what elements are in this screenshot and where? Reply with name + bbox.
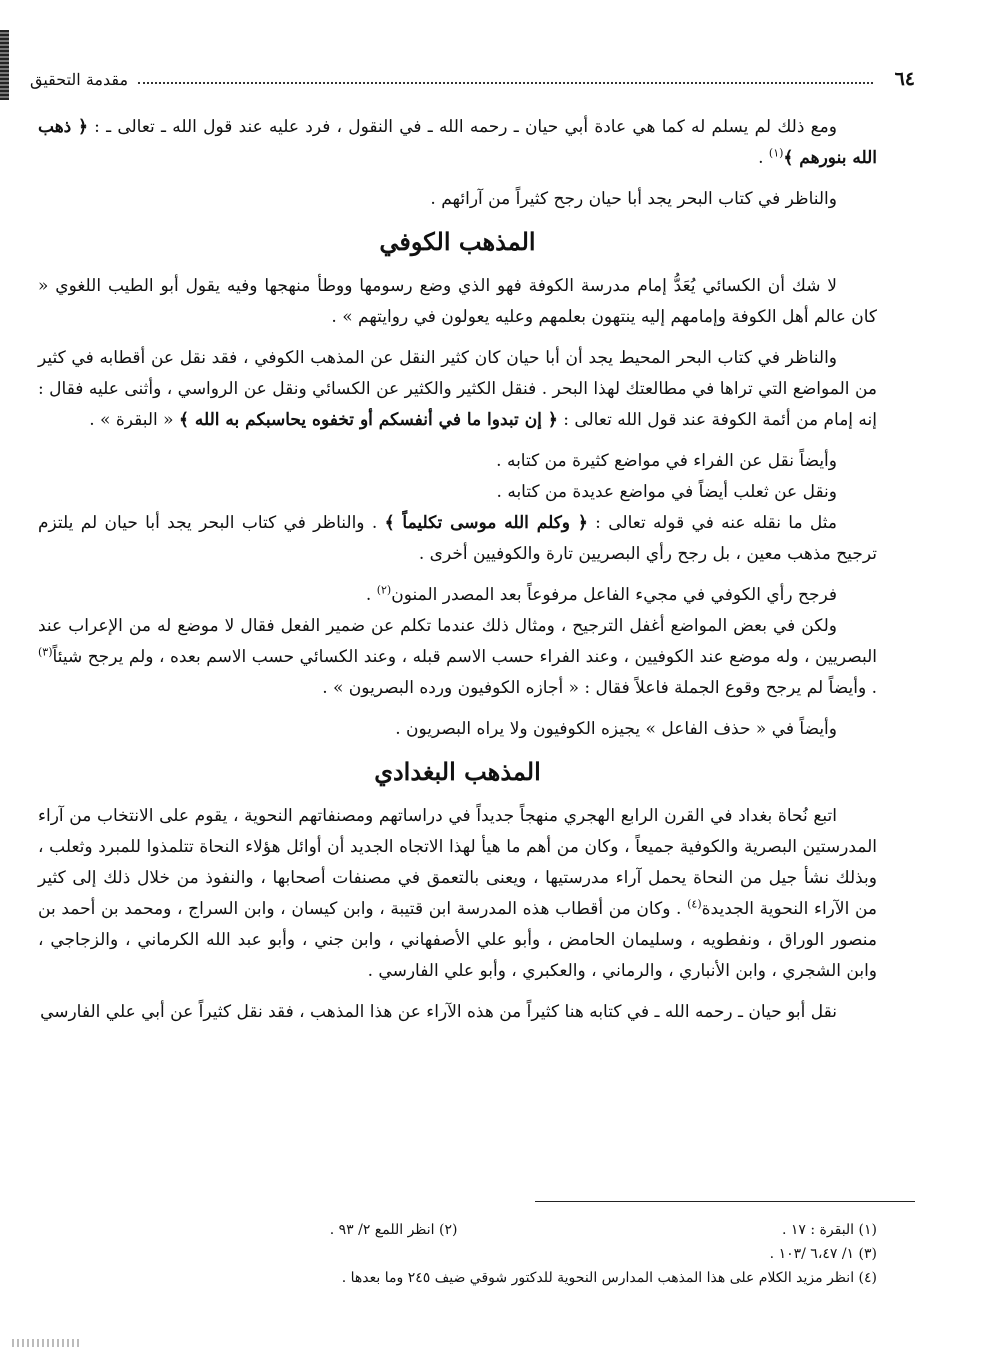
quran-quote: ﴿ وكلم الله موسى تكليماً ﴾ bbox=[384, 513, 588, 533]
footnote-ref: (٤) bbox=[687, 897, 702, 911]
footnote-4: (٤) انظر مزيد الكلام على هذا المذهب المدارس النحوية للدكتور شوقي ضيف ٢٤٥ وما بعدها . bbox=[341, 1270, 877, 1286]
paragraph-2: والناظر في كتاب البحر يجد أبا حيان رجح كثيراً من آرائهم . bbox=[430, 189, 837, 209]
footnote-2: (٢) انظر اللمع ٢/ ٩٣ . bbox=[329, 1222, 458, 1238]
footnote-3: (٣) ١/ ٦،٤٧ /١٠٣ . bbox=[769, 1246, 877, 1262]
footnote-separator bbox=[535, 1201, 915, 1202]
paragraph-4: والناظر في كتاب البحر المحيط يجد أن أبا حيان كان كثير النقل عن المذهب الكوفي ، فقد نقل عن أقطابه في كثير من المواضع التي تراها في مطالعتك لهذا البحر . فنقل الكثير والكثير عن الكسائي ونقل عن الرواسي ، وأثنى عليه فقال : إنه إمام من أئمة الكوفة عند قول الله تعالى : ﴿ إن تبدوا ما في أنفسكم أو تخفوه يحاسبكم به الله ﴾ « البقرة » . bbox=[38, 348, 877, 430]
footnote-ref: (٢) bbox=[376, 583, 392, 597]
quran-quote: ﴿ ذهب الله بنورهم ﴾ bbox=[38, 117, 877, 168]
main-text bbox=[38, 112, 877, 1028]
footnote-row bbox=[38, 1218, 877, 1242]
paragraph-1: ومع ذلك لم يسلم له كما هي عادة أبي حيان ـ رحمه الله ـ في النقول ، فرد عليه عند قول الله ـ تعالى ـ : ﴿ ذهب الله بنورهم ﴾$^{(١)}$ . bbox=[38, 117, 877, 168]
header-dot-leader bbox=[138, 82, 873, 84]
paragraph-9: ولكن في بعض المواضع أغفل الترجيح ، ومثال ذلك عندما تكلم عن ضمير الفعل فقال لا موضع له من الإعراب عند البصريين ، وله موضع عند الكوفيين ، وعند الفراء حسب الاسم قبله ، وعند الكسائي حسب الاسم بعده ، ولم يرجح شيئاً$^{(٣)}$ . وأيضاً لم يرجح وقوع الجملة فاعلاً فقال : « أجازه الكوفيون ورده البصريون » . bbox=[38, 616, 877, 698]
paragraph-8: فرجح رأي الكوفي في مجيء الفاعل مرفوعاً بعد المصدر المنون$^{(٢)}$ . bbox=[365, 583, 837, 605]
paragraph-3: لا شك أن الكسائي يُعَدُّ إمام مدرسة الكوفة فهو الذي وضع رسومها ووطأ منهجها وفيه يقول أبو الطيب اللغوي « كان عالم أهل الكوفة وإمامهم إليه ينتهون بعلمهم وعليه يعولون في روايتهم » . bbox=[38, 276, 877, 327]
paragraph-11: اتبع نُحاة بغداد في القرن الرابع الهجري منهجاً جديداً في دراساتهم ومصنفاتهم النحوية ، يقوم على الانتخاب من آراء المدرستين البصرية والكوفية جميعاً ، وكان من أهم ما هيأ لهذا الاتجاه الجديد أن أوائل هؤلاء النحاة تتلمذوا للمبرد وثعلب ، وبذلك نشأ جيل من النحاة يحمل آراء مدرستيها ، ويعنى بالتعمق في مصنفات أصحابها ، والنفوذ من خلال ذلك إلى كثير من الآراء النحوية الجديدة$^{(٤)}$ . وكان من أقطاب هذه المدرسة ابن قتيبة ، وابن كيسان ، وابن السراج ، ومحمد بن أحمد بن منصور الوراق ، ونفطويه ، وسليمان الحامض ، وأبو علي الأصفهاني ، وابن جني ، وأبو عبد الله الكرماني ، والزجاجي ، وابن الشجري ، وابن الأنباري ، والرماني ، والعكبري ، وأبو علي الفارسي . bbox=[38, 806, 877, 981]
paragraph-7: مثل ما نقله عنه في قوله تعالى : ﴿ وكلم الله موسى تكليماً ﴾ . والناظر في كتاب البحر يجد أبا حيان لم يلتزم ترجيح مذهب معين ، بل رجح رأي البصريين تارة والكوفيين أخرى . bbox=[38, 513, 877, 564]
scan-artifact bbox=[12, 1339, 82, 1347]
footnotes bbox=[38, 1218, 877, 1290]
page-number: ٦٤ bbox=[894, 68, 915, 90]
footnote-ref: (١) bbox=[768, 146, 784, 160]
quran-quote: ﴿ إن تبدوا ما في أنفسكم أو تخفوه يحاسبكم به الله ﴾ bbox=[178, 410, 558, 430]
paragraph-12: نقل أبو حيان ـ رحمه الله ـ في كتابه هنا كثيراً من هذه الآراء عن هذا المذهب ، فقد نقل كثيراً عن أبي علي الفارسي bbox=[40, 1002, 837, 1022]
heading-kufi-school: المذهب الكوفي bbox=[379, 227, 536, 256]
paragraph-5: وأيضاً نقل عن الفراء في مواضع كثيرة من كتابه . bbox=[496, 451, 837, 471]
paragraph-10: وأيضاً في « حذف الفاعل » يجيزه الكوفيون ولا يراه البصريون . bbox=[395, 719, 837, 739]
heading-baghdadi-school: المذهب البغدادي bbox=[374, 757, 541, 786]
footnote-1: (١) البقرة : ١٧ . bbox=[781, 1222, 877, 1238]
scan-binding-edge bbox=[0, 30, 9, 100]
paragraph-6: ونقل عن ثعلب أيضاً في مواضع عديدة من كتابه . bbox=[496, 482, 837, 502]
header-title: مقدمة التحقيق bbox=[30, 69, 129, 89]
footnote-ref: (٣) bbox=[38, 645, 53, 659]
running-header bbox=[30, 62, 915, 96]
